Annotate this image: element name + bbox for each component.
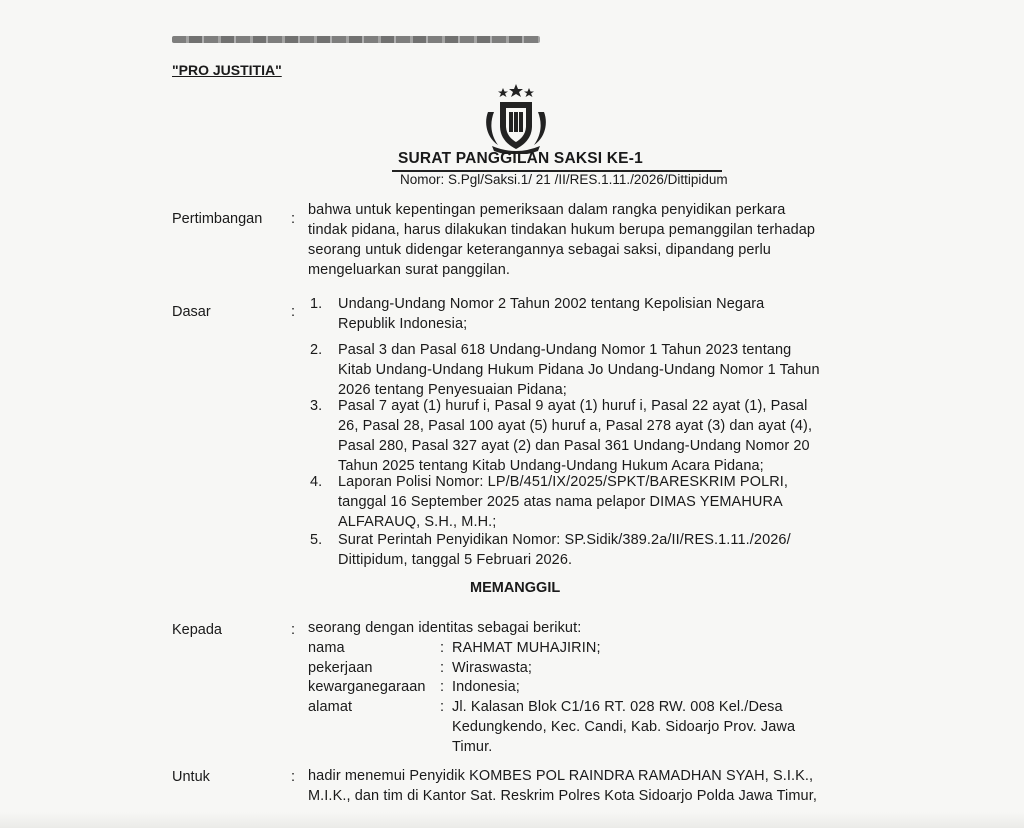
item-number: 2.: [310, 342, 323, 358]
field-sep: :: [440, 679, 445, 695]
item-number: 5.: [310, 532, 323, 548]
dasar-item: [308, 396, 868, 476]
field-sep: :: [440, 640, 445, 656]
text-line: Surat Perintah Penyidikan Nomor: SP.Sidik/389.2a/II/RES.1.11./2026/: [338, 532, 791, 548]
text-line: Laporan Polisi Nomor: LP/B/451/IX/2025/SPKT/BARESKRIM POLRI,: [338, 474, 789, 490]
field-key-pekerjaan: pekerjaan: [308, 660, 373, 676]
kepada-colon: :: [291, 622, 296, 638]
text-line: ALFARAUQ, S.H., M.H.;: [338, 514, 497, 530]
text-line: 2026 tentang Penyesuaian Pidana;: [338, 382, 567, 398]
text-line: Republik Indonesia;: [338, 316, 468, 332]
dasar-item: [308, 294, 868, 334]
police-emblem-logo: [476, 82, 556, 154]
memanggil-heading: MEMANGGIL: [470, 580, 561, 596]
pertimbangan-label: Pertimbangan: [172, 211, 263, 227]
text-line: 26, Pasal 28, Pasal 100 ayat (5) huruf a, Pasal 278 ayat (3) dan ayat (4),: [338, 418, 813, 434]
dasar-colon: :: [291, 304, 296, 320]
field-value-nama: RAHMAT MUHAJIRIN;: [452, 640, 601, 656]
field-key-alamat: alamat: [308, 699, 353, 715]
address-line: Timur.: [452, 739, 493, 755]
field-key-nama: nama: [308, 640, 345, 656]
untuk-colon: :: [291, 769, 296, 785]
field-sep: :: [440, 660, 445, 676]
text-line: hadir menemui Penyidik KOMBES POL RAINDRA RAMADHAN SYAH, S.I.K.,: [308, 768, 814, 784]
pertimbangan-colon: :: [291, 211, 296, 227]
text-line: Undang-Undang Nomor 2 Tahun 2002 tentang Kepolisian Negara: [338, 296, 765, 312]
text-line: mengeluarkan surat panggilan.: [308, 262, 511, 278]
text-line: seorang untuk didengar keterangannya sebagai saksi, dipandang perlu: [308, 242, 771, 258]
text-line: tindak pidana, harus dilakukan tindakan hukum berupa pemanggilan terhadap: [308, 222, 816, 238]
dasar-label: Dasar: [172, 304, 211, 320]
field-value-pekerjaan: Wiraswasta;: [452, 660, 533, 676]
dasar-item: [308, 530, 868, 570]
dasar-item: [308, 472, 868, 532]
text-line: bahwa untuk kepentingan pemeriksaan dalam rangka penyidikan perkara: [308, 202, 786, 218]
text-line: Pasal 7 ayat (1) huruf i, Pasal 9 ayat (1) huruf i, Pasal 22 ayat (1), Pasal: [338, 398, 808, 414]
field-key-kewarganegaraan: kewarganegaraan: [308, 679, 426, 695]
document-title: SURAT PANGGILAN SAKSI KE-1: [398, 150, 643, 167]
address-line: Kedungkendo, Kec. Candi, Kab. Sidoarjo Prov. Jawa: [452, 719, 796, 735]
untuk-text: [308, 766, 868, 806]
pro-justitia-label: "PRO JUSTITIA": [172, 62, 282, 78]
dasar-item: [308, 340, 868, 400]
pertimbangan-text: [308, 200, 866, 280]
text-line: Pasal 3 dan Pasal 618 Undang-Undang Nomor 1 Tahun 2023 tentang: [338, 342, 792, 358]
cropped-header-line: [172, 36, 540, 43]
field-value-alamat: Jl. Kalasan Blok C1/16 RT. 028 RW. 008 Kel./Desa: [452, 699, 783, 715]
text-line: Kitab Undang-Undang Hukum Pidana Jo Undang-Undang Nomor 1 Tahun: [338, 362, 820, 378]
kepada-intro: seorang dengan identitas sebagai berikut:: [308, 620, 582, 636]
page-cutoff-shadow: [0, 812, 1024, 828]
text-line: Dittipidum, tanggal 5 Februari 2026.: [338, 552, 573, 568]
document-number: Nomor: S.Pgl/Saksi.1/ 21 /II/RES.1.11./2026/Dittipidum: [400, 172, 728, 187]
kepada-label: Kepada: [172, 622, 222, 638]
text-line: Tahun 2025 tentang Kitab Undang-Undang Hukum Acara Pidana;: [338, 458, 764, 474]
item-number: 1.: [310, 296, 323, 312]
text-line: M.I.K., dan tim di Kantor Sat. Reskrim Polres Kota Sidoarjo Polda Jawa Timur,: [308, 788, 817, 804]
untuk-label: Untuk: [172, 769, 210, 785]
field-sep: :: [440, 699, 445, 715]
item-number: 4.: [310, 474, 323, 490]
item-number: 3.: [310, 398, 323, 414]
text-line: tanggal 16 September 2025 atas nama pelapor DIMAS YEMAHURA: [338, 494, 783, 510]
field-value-kewarganegaraan: Indonesia;: [452, 679, 520, 695]
text-line: Pasal 280, Pasal 327 ayat (2) dan Pasal 361 Undang-Undang Nomor 20: [338, 438, 810, 454]
